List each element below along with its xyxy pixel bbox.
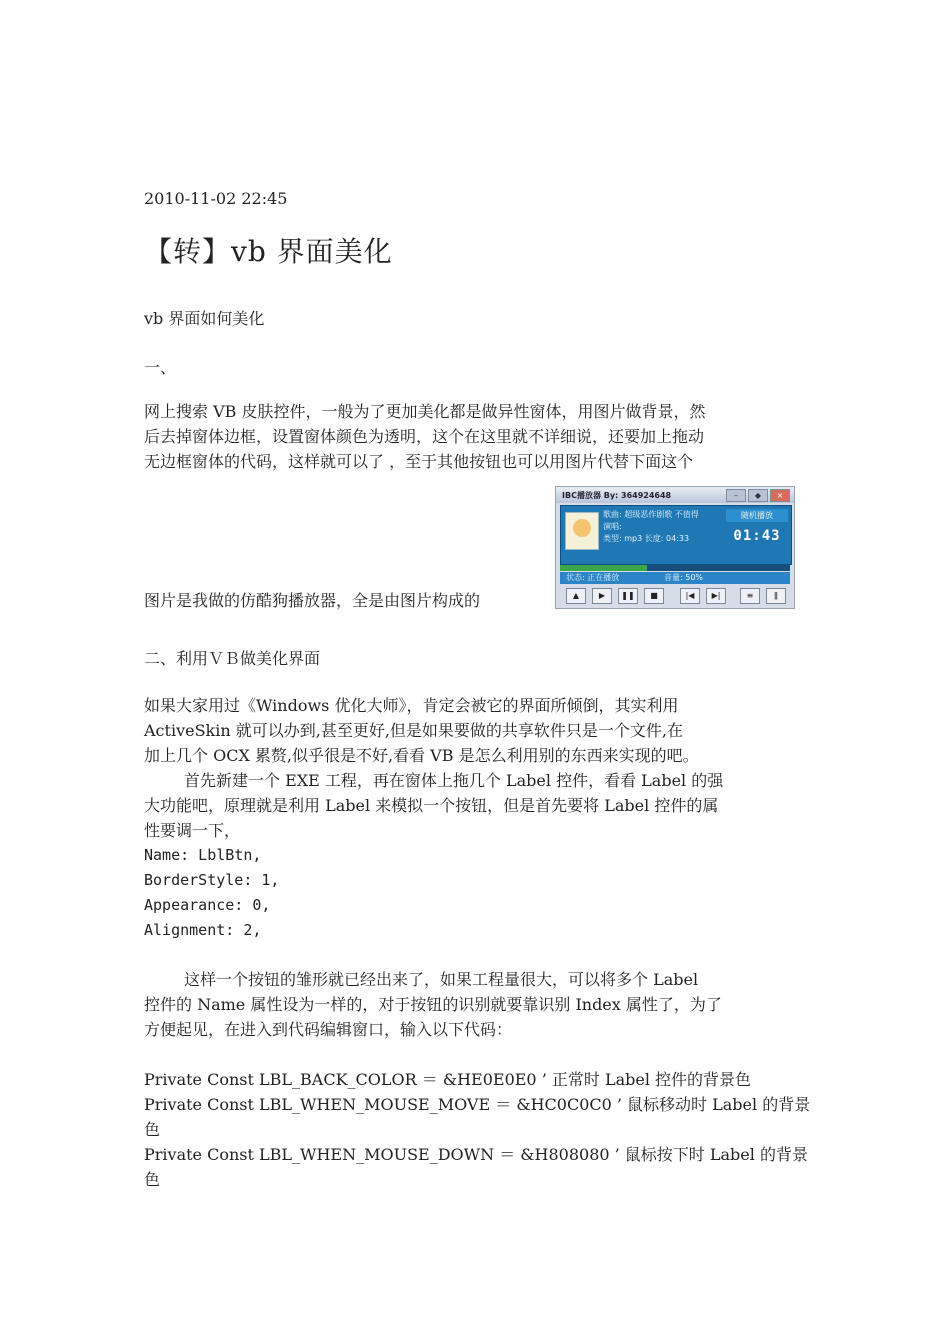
section1-line-1: 网上搜索 VB 皮肤控件，一般为了更加美化都是做异性窗体，用图片做背景，然 bbox=[144, 402, 706, 421]
prop-name: Name: LblBtn, bbox=[144, 846, 262, 864]
para3-line-2: 控件的 Name 属性设为一样的，对于按钮的识别就要靠识别 Index 属性了，为了 bbox=[144, 995, 722, 1014]
code-line-3: Private Const LBL_WHEN_MOUSE_DOWN ＝ &H808080 ’ 鼠标按下时 Label 的背景 bbox=[144, 1145, 808, 1164]
type-length-info: 类型: mp3 长度: 04:33 bbox=[603, 534, 690, 543]
section1-line-2: 后去掉窗体边框，设置窗体颜色为透明，这个在这里就不详细说，还要加上拖动 bbox=[144, 427, 705, 446]
play-time: 01:43 bbox=[733, 528, 781, 544]
player-titlebar bbox=[556, 487, 794, 503]
para2-line-1: 首先新建一个 EXE 工程，再在窗体上拖几个 Label 控件，看看 Label 的强 bbox=[184, 771, 724, 790]
play-icon: ▶ bbox=[592, 588, 612, 604]
prop-appearance: Appearance: 0, bbox=[144, 896, 271, 914]
previous-icon: |◀ bbox=[680, 588, 700, 604]
post-date: 2010-11-02 22:45 bbox=[144, 189, 288, 208]
para1-line-3: 加上几个 OCX 累赘,似乎很是不好,看看 VB 是怎么利用别的东西来实现的吧。 bbox=[144, 746, 699, 765]
prop-alignment: Alignment: 2, bbox=[144, 921, 262, 939]
para1-line-1: 如果大家用过《Windows 优化大师》，肯定会被它的界面所倾倒，其实利用 bbox=[144, 696, 679, 715]
volume-text: 音量: 50% bbox=[664, 573, 704, 582]
player-display bbox=[560, 505, 792, 565]
play-mode: 随机播放 bbox=[726, 509, 788, 522]
singer-info: 演唱: bbox=[603, 522, 622, 531]
progress-fill bbox=[560, 565, 647, 571]
restore-icon: ◆ bbox=[748, 489, 768, 502]
minimize-icon: – bbox=[726, 489, 746, 502]
player-title: IBC播放器 By: 364924648 bbox=[562, 491, 672, 500]
para3-line-1: 这样一个按钮的雏形就已经出来了，如果工程量很大，可以将多个 Label bbox=[184, 970, 699, 989]
para3-line-3: 方便起见，在进入到代码编辑窗口，输入以下代码： bbox=[144, 1020, 513, 1039]
para1-line-2: ActiveSkin 就可以办到,甚至更好,但是如果要做的共享软件只是一个文件,在 bbox=[144, 721, 683, 740]
player-screenshot bbox=[555, 486, 795, 609]
prop-borderstyle: BorderStyle: 1, bbox=[144, 871, 280, 889]
code-line-3-cont: 色 bbox=[144, 1170, 161, 1189]
pause-icon: ❚❚ bbox=[618, 588, 638, 604]
equalizer-icon: ǁ bbox=[766, 588, 786, 604]
next-icon: ▶| bbox=[706, 588, 726, 604]
subtitle: vb 界面如何美化 bbox=[144, 309, 265, 328]
list-icon: ≡ bbox=[740, 588, 760, 604]
control-bar bbox=[560, 586, 790, 606]
code-line-2: Private Const LBL_WHEN_MOUSE_MOVE ＝ &HC0C0C0 ’ 鼠标移动时 Label 的背景 bbox=[144, 1095, 811, 1114]
eject-icon: ▲ bbox=[566, 588, 586, 604]
song-info: 歌曲: 超级恶作剧歌 不值得 bbox=[603, 510, 699, 519]
progress-bar bbox=[560, 565, 790, 571]
status-text: 状态: 正在播放 bbox=[566, 573, 620, 582]
code-line-2-cont: 色 bbox=[144, 1120, 161, 1139]
para2-line-2: 大功能吧，原理就是利用 Label 来模拟一个按钮，但是首先要将 Label 控件的属 bbox=[144, 796, 719, 815]
section2-heading: 二、利用ＶＢ做美化界面 bbox=[144, 649, 321, 668]
page-title: 【转】vb 界面美化 bbox=[144, 235, 393, 268]
image-caption: 图片是我做的仿酷狗播放器，全是由图片构成的 bbox=[144, 591, 481, 610]
section1-line-3: 无边框窗体的代码，这样就可以了 ，至于其他按钮也可以用图片代替下面这个 bbox=[144, 452, 694, 471]
close-icon: × bbox=[770, 489, 790, 502]
para2-line-3: 性要调一下， bbox=[144, 821, 241, 840]
album-art bbox=[565, 512, 599, 550]
code-line-1: Private Const LBL_BACK_COLOR ＝ &HE0E0E0 ’ 正常时 Label 控件的背景色 bbox=[144, 1070, 752, 1089]
section1-heading: 一、 bbox=[144, 358, 177, 377]
status-bar bbox=[560, 572, 790, 584]
stop-icon: ■ bbox=[644, 588, 664, 604]
